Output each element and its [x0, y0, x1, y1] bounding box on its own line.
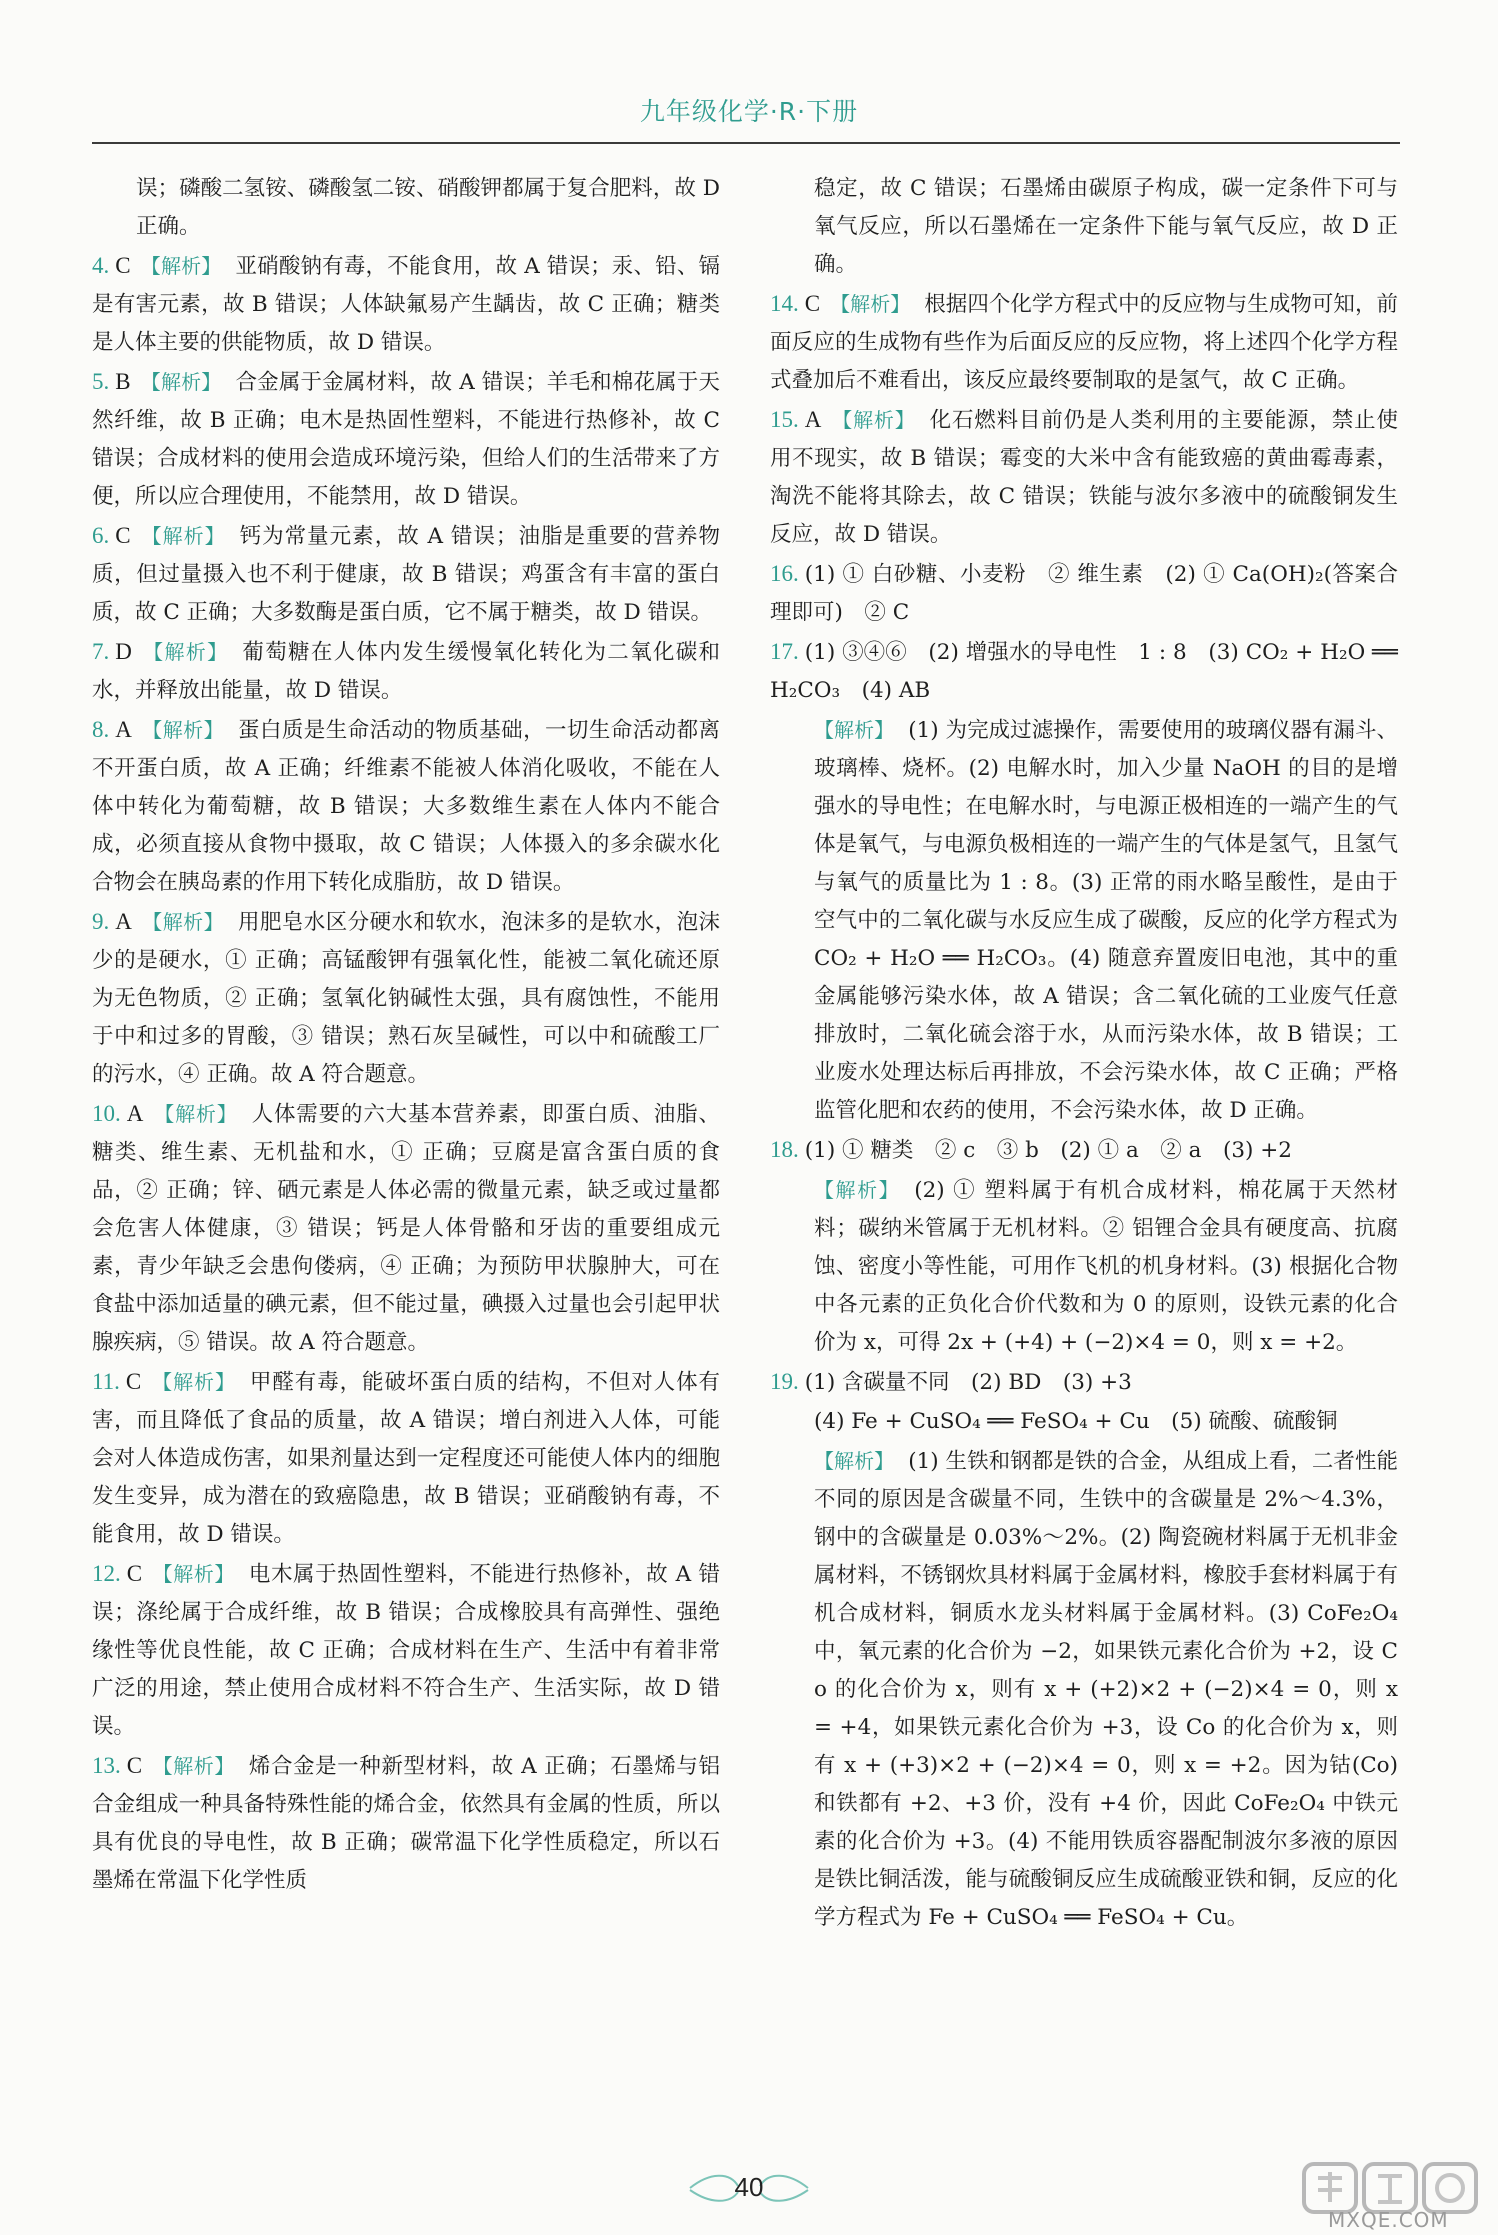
- analysis-tag: 【解析】: [141, 718, 225, 742]
- analysis-tag: 【解析】: [140, 254, 222, 278]
- question-number: 6.: [92, 523, 110, 548]
- question-number: 9.: [92, 909, 110, 934]
- answer-choice: C: [125, 1369, 142, 1394]
- answer-text: 葡萄糖在人体内发生缓慢氧化转化为二氧化碳和水，并释放出能量，故 D 错误。: [92, 640, 720, 703]
- answer-text: 亚硝酸钠有毒，不能食用，故 A 错误；汞、铅、镉是有害元素，故 B 错误；人体缺氟易产生龋齿，故 C 正确；糖类是人体主要的供能物质，故 D 错误。: [92, 254, 720, 355]
- answer-item: [92, 1363, 720, 1554]
- analysis-tag: 【解析】: [814, 1449, 895, 1473]
- answer-choice: C: [115, 253, 131, 278]
- answer-text: 用肥皂水区分硬水和软水，泡沫多的是软水，泡沫少的是硬水，① 正确；高锰酸钾有强氧化性，能被二氧化硫还原为无色物质，② 正确；氢氧化钠碱性太强，具有腐蚀性，不能用于中和过多的胃酸，③ 错误；熟石灰呈碱性，可以中和硫酸工厂的污水，④ 正确。故 A 符合题意。: [92, 910, 720, 1087]
- answer-item: [770, 633, 1398, 710]
- answer-choice: A: [115, 909, 132, 934]
- answer-choice: B: [115, 369, 131, 394]
- answer-item: [770, 1131, 1398, 1170]
- analysis-tag: 【解析】: [141, 910, 225, 934]
- answer-item: [770, 170, 1398, 284]
- answer-text: (1) ① 糖类 ② c ③ b (2) ① a ② a (3) +2: [804, 1138, 1292, 1163]
- right-column: [770, 170, 1398, 1938]
- left-column: [92, 170, 720, 1901]
- answer-text: (1) ① 白砂糖、小麦粉 ② 维生素 (2) ① Ca(OH)₂(答案合理即可) ② C: [770, 562, 1398, 625]
- answer-text: 甲醛有毒，能破坏蛋白质的结构，不但对人体有害，而且降低了食品的质量，故 A 错误；增白剂进入人体，可能会对人体造成伤害，如果剂量达到一定程度还可能使人体内的细胞发生变异，成为潜在的致癌隐患，故 B 错误；亚硝酸钠有毒，不能食用，故 D 错误。: [92, 1370, 720, 1547]
- answer-text: (1) ③④⑥ (2) 增强水的导电性 1 : 8 (3) CO₂ + H₂O ══ H₂CO₃ (4) AB: [770, 640, 1398, 703]
- answer-item: [92, 1747, 720, 1900]
- question-number: 16.: [770, 561, 799, 586]
- answer-text: 化石燃料目前仍是人类利用的主要能源，禁止使用不现实，故 B 错误；霉变的大米中含有能致癌的黄曲霉毒素，淘洗不能将其除去，故 C 错误；铁能与波尔多液中的硫酸铜发生反应，故 D 错误。: [770, 408, 1398, 547]
- answer-text: 人体需要的六大基本营养素，即蛋白质、油脂、糖类、维生素、无机盐和水，① 正确；豆腐是富含蛋白质的食品，② 正确；锌、硒元素是人体必需的微量元素，缺乏或过量都会危害人体健康，③ 错误；钙是人体骨骼和牙齿的重要组成元素，青少年缺乏会患佝偻病，④ 正确；为预防甲状腺肿大，可在食盐中添加适量的碘元素，但不能过量，碘摄入过量也会引起甲状腺疾病，⑤ 错误。故 A 符合题意。: [92, 1102, 720, 1355]
- question-number: 15.: [770, 407, 799, 432]
- answer-item: [770, 285, 1398, 400]
- answer-choice: C: [126, 1561, 143, 1586]
- answer-item: [770, 1363, 1398, 1402]
- question-number: 10.: [92, 1101, 121, 1126]
- answer-item: [92, 517, 720, 632]
- question-number: 11.: [92, 1369, 120, 1394]
- analysis-tag: 【解析】: [830, 292, 911, 316]
- answer-text: (1) 为完成过滤操作，需要使用的玻璃仪器有漏斗、玻璃棒、烧杯。(2) 电解水时，加入少量 NaOH 的目的是增强水的导电性；在电解水时，与电源正极相连的一端产生的气体是氧气，与电源负极相连的一端产生的气体是氢气，且氢气与氧气的质量比为 1 : 8。(3) 正常的雨水略呈酸性，是由于空气中的二氧化碳与水反应生成了碳酸，反应的化学方程式为 CO₂ + H₂O ══ H₂CO₃。(4) 随意弃置废旧电池，其中的重金属能够污染水体，故 A 错误；含二氧化硫的工业废气任意排放时，二氧化硫会溶于水，从而污染水体，故 B 错误；工业废水处理达标后再排放，不会污染水体，故 C 正确；严格监管化肥和农药的使用，不会污染水体，故 D 正确。: [814, 718, 1399, 1123]
- answer-choice: C: [115, 523, 131, 548]
- question-number: 12.: [92, 1561, 121, 1586]
- answer-item: [770, 1403, 1398, 1441]
- watermark-url: MXQE.COM: [1328, 2208, 1449, 2232]
- answer-text: 蛋白质是生命活动的物质基础，一切生命活动都离不开蛋白质，故 A 正确；纤维素不能被人体消化吸收，不能在人体中转化为葡萄糖，故 B 错误；大多数维生素在人体内不能合成，必须直接从食物中摄取，故 C 错误；人体摄入的多余碳水化合物会在胰岛素的作用下转化成脂肪，故 D 错误。: [92, 718, 720, 895]
- analysis-tag: 【解析】: [153, 1102, 238, 1126]
- running-header: 九年级化学·R·下册: [639, 97, 859, 126]
- question-number: 8.: [92, 717, 110, 742]
- answer-item: [770, 555, 1398, 632]
- header-rule: [92, 142, 1400, 144]
- answer-text: 烯合金是一种新型材料，故 A 正确；石墨烯与铝合金组成一种具备特殊性能的烯合金，依然具有金属的性质，所以具有优良的导电性，故 B 正确；碳常温下化学性质稳定，所以石墨烯在常温下化学性质: [92, 1754, 720, 1893]
- answer-text: 电木属于热固性塑料，不能进行热修补，故 A 错误；涤纶属于合成纤维，故 B 错误；合成橡胶具有高弹性、强绝缘性等优良性能，故 C 正确；合成材料在生产、生活中有着非常广泛的用途，禁止使用合成材料不符合生产、生活实际，故 D 错误。: [92, 1562, 720, 1739]
- answer-text: (4) Fe + CuSO₄ ══ FeSO₄ + Cu (5) 硫酸、硫酸铜: [814, 1409, 1338, 1434]
- answer-item: [92, 633, 720, 710]
- answer-choice: A: [115, 717, 132, 742]
- analysis-tag: 【解析】: [152, 1562, 235, 1586]
- answer-item: [92, 711, 720, 902]
- answer-text: 合金属于金属材料，故 A 错误；羊毛和棉花属于天然纤维，故 B 正确；电木是热固性塑料，不能进行热修补，故 C 错误；合成材料的使用会造成环境污染，但给人们的生活带来了方便，所以应合理使用，不能禁用，故 D 错误。: [92, 370, 720, 509]
- answer-choice: A: [804, 407, 822, 432]
- answer-item: [92, 247, 720, 362]
- answer-choice: A: [126, 1101, 144, 1126]
- answer-text: 稳定，故 C 错误；石墨烯由碳原子构成，碳一定条件下可与氧气反应，所以石墨烯在一定条件下能与氧气反应，故 D 正确。: [814, 176, 1398, 277]
- answer-text: (2) ① 塑料属于有机合成材料，棉花属于天然材料；碳纳米管属于无机材料。② 铝锂合金具有硬度高、抗腐蚀、密度小等性能，可用作飞机的机身材料。(3) 根据化合物中各元素的正负化合价代数和为 0 的原则，设铁元素的化合价为 x，可得 2x + (+4) + (−2)×4 = 0，则 x = +2。: [814, 1178, 1398, 1355]
- question-number: 17.: [770, 639, 799, 664]
- analysis-tag: 【解析】: [140, 524, 226, 548]
- answer-item: [92, 170, 720, 246]
- analysis-tag: 【解析】: [140, 370, 222, 394]
- answer-choice: C: [126, 1753, 143, 1778]
- question-number: 4.: [92, 253, 110, 278]
- answer-text: (1) 生铁和钢都是铁的合金，从组成上看，二者性能不同的原因是含碳量不同，生铁中的含碳量是 2%～4.3%，钢中的含碳量是 0.03%～2%。(2) 陶瓷碗材料属于无机非金属材料，不锈钢炊具材料属于金属材料，橡胶手套材料属于有机合成材料，铜质水龙头材料属于金属材料。(3) CoFe₂O₄ 中，氧元素的化合价为 −2，如果铁元素化合价为 +2，设 Co 的化合价为 x，则有 x + (+2)×2 + (−2)×4 = 0，则 x = +4，如果铁元素化合价为 +3，设 Co 的化合价为 x，则有 x + (+3)×2 + (−2)×4 = 0，则 x = +2。因为钴(Co)和铁都有 +2、+3 价，没有 +4 价，因此 CoFe₂O₄ 中铁元素的化合价为 +3。(4) 不能用铁质容器配制波尔多液的原因是铁比铜活泼，能与硫酸铜反应生成硫酸亚铁和铜，反应的化学方程式为 Fe + CuSO₄ ══ FeSO₄ + Cu。: [814, 1449, 1399, 1930]
- answer-item: [770, 401, 1398, 554]
- question-number: 7.: [92, 639, 110, 664]
- answer-choice: D: [115, 639, 132, 664]
- question-number: 5.: [92, 369, 110, 394]
- answer-item: [92, 1095, 720, 1362]
- analysis-tag: 【解析】: [141, 640, 229, 664]
- answer-item: [92, 1555, 720, 1746]
- answer-item: [770, 711, 1398, 1130]
- page-number: 40: [734, 2172, 764, 2202]
- analysis-tag: 【解析】: [152, 1754, 235, 1778]
- answer-item: [92, 363, 720, 516]
- analysis-tag: 【解析】: [814, 718, 895, 742]
- page-number-badge: [680, 2168, 818, 2208]
- question-number: 18.: [770, 1137, 799, 1162]
- answer-item: [92, 903, 720, 1094]
- answer-choice: C: [804, 291, 821, 316]
- answer-text: (1) 含碳量不同 (2) BD (3) +3: [804, 1370, 1132, 1395]
- question-number: 14.: [770, 291, 799, 316]
- analysis-tag: 【解析】: [151, 1370, 236, 1394]
- question-number: 19.: [770, 1369, 799, 1394]
- answer-text: 误；磷酸二氢铵、磷酸氢二铵、硝酸钾都属于复合肥料，故 D 正确。: [136, 176, 720, 239]
- answer-text: 根据四个化学方程式中的反应物与生成物可知，前面反应的生成物有些作为后面反应的反应物，将上述四个化学方程式叠加后不难看出，该反应最终要制取的是氢气，故 C 正确。: [770, 292, 1398, 393]
- analysis-tag: 【解析】: [814, 1178, 901, 1202]
- answer-item: [770, 1442, 1398, 1937]
- answer-item: [770, 1171, 1398, 1362]
- answer-text: 钙为常量元素，故 A 错误；油脂是重要的营养物质，但过量摄入也不利于健康，故 B 错误；鸡蛋含有丰富的蛋白质，故 C 正确；大多数酶是蛋白质，它不属于糖类，故 D 错误。: [92, 524, 721, 625]
- analysis-tag: 【解析】: [831, 408, 916, 432]
- question-number: 13.: [92, 1753, 121, 1778]
